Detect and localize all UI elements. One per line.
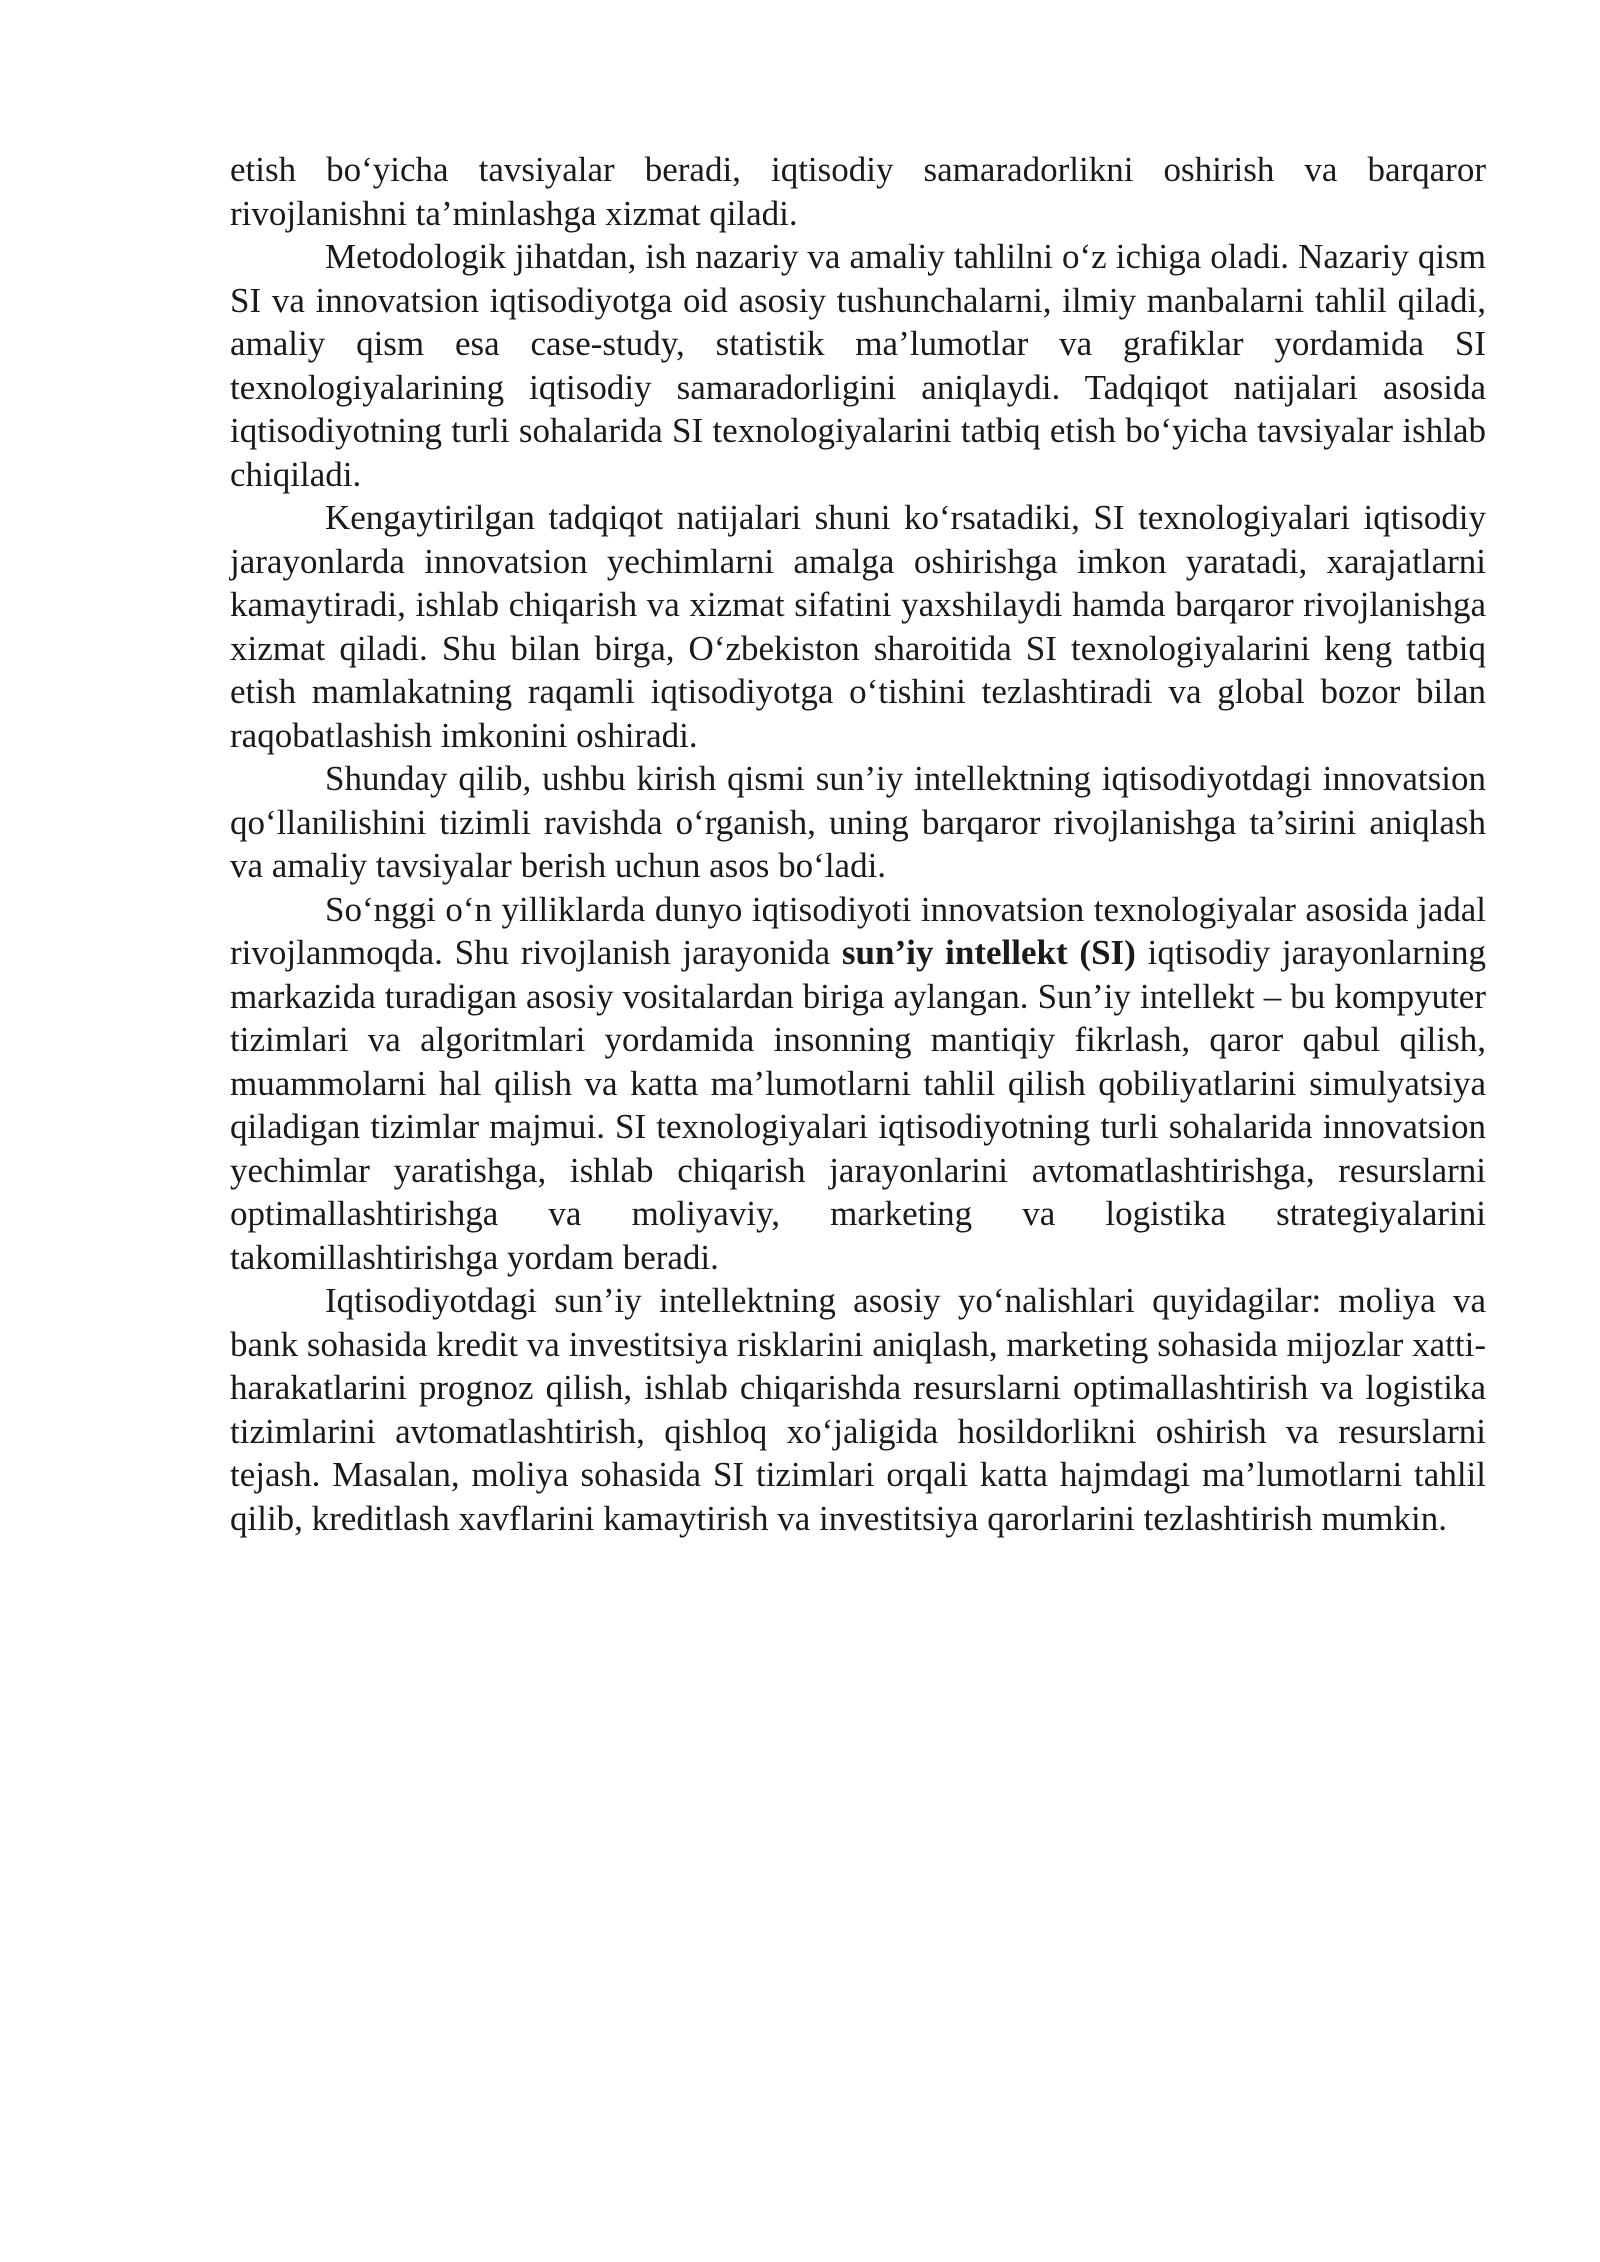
paragraph-ai-definition-before: So‘nggi o‘n yilliklarda dunyo iqtisodiyoti innovatsion texnologiyalar asosida jadal rivojlanmoqda. Shu rivojlanish jarayonida <box>230 889 1486 972</box>
document-page <box>230 148 1486 1540</box>
paragraph-ai-directions: Iqtisodiyotdagi sun’iy intellektning asosiy yo‘nalishlari quyidagilar: moliya va bank sohasida kredit va investitsiya risklarini aniqlash, marketing sohasida mijozlar xatti-harakatlarini prognoz qilish, ishlab chiqarishda resurslarni optimallashtirish va logistika tizimlarini avtomatlashtirish, qishloq xo‘jaligida hosildorlikni oshirish va resurslarni tejash. Masalan, moliya sohasida SI tizimlari orqali katta hajmdagi ma’lumotlarni tahlil qilib, kreditlash xavflarini kamaytirish va investitsiya qarorlarini tezlashtirish mumkin. <box>230 1281 1486 1538</box>
bold-term-ai: sun’iy intellekt (SI) <box>841 933 1136 972</box>
paragraph-continuation: etish bo‘yicha tavsiyalar beradi, iqtisodiy samaradorlikni oshirish va barqaror rivojlanishni ta’minlashga xizmat qiladi. <box>230 150 1486 233</box>
paragraph-conclusion: Shunday qilib, ushbu kirish qismi sun’iy intellektning iqtisodiyotdagi innovatsion qo‘llanilishini tizimli ravishda o‘rganish, uning barqaror rivojlanishga ta’sirini aniqlash va amaliy tavsiyalar berish uchun asos bo‘ladi. <box>230 759 1486 885</box>
paragraph-extended-results: Kengaytirilgan tadqiqot natijalari shuni ko‘rsatadiki, SI texnologiyalari iqtisodiy jarayonlarda innovatsion yechimlarni amalga oshirishga imkon yaratadi, xarajatlarni kamaytiradi, ishlab chiqarish va xizmat sifatini yaxshilaydi hamda barqaror rivojlanishga xizmat qiladi. Shu bilan birga, O‘zbekiston sharoitida SI texnologiyalarini keng tatbiq etish mamlakatning raqamli iqtisodiyotga o‘tishini tezlashtiradi va global bozor bilan raqobatlashish imkonini oshiradi. <box>230 498 1486 755</box>
paragraph-ai-definition <box>230 888 1486 1280</box>
paragraph-methodology: Metodologik jihatdan, ish nazariy va amaliy tahlilni o‘z ichiga oladi. Nazariy qism SI va innovatsion iqtisodiyotga oid asosiy tushunchalarni, ilmiy manbalarni tahlil qiladi, amaliy qism esa case-study, statistik ma’lumotlar va grafiklar yordamida SI texnologiyalarining iqtisodiy samaradorligini aniqlaydi. Tadqiqot natijalari asosida iqtisodiyotning turli sohalarida SI texnologiyalarini tatbiq etish bo‘yicha tavsiyalar ishlab chiqiladi. <box>230 237 1486 494</box>
paragraph-ai-definition-after: iqtisodiy jarayonlarning markazida turadigan asosiy vositalardan biriga aylangan. Sun’iy intellekt – bu kompyuter tizimlari va algoritmlari yordamida insonning mantiqiy fikrlash, qaror qabul qilish, muammolarni hal qilish va katta ma’lumotlarni tahlil qilish qobiliyatlarini simulyatsiya qiladigan tizimlar majmui. SI texnologiyalari iqtisodiyotning turli sohalarida innovatsion yechimlar yaratishga, ishlab chiqarish jarayonlarini avtomatlashtirishga, resurslarni optimallashtirishga va moliyaviy, marketing va logistika strategiyalarini takomillashtirishga yordam beradi. <box>230 933 1486 1277</box>
